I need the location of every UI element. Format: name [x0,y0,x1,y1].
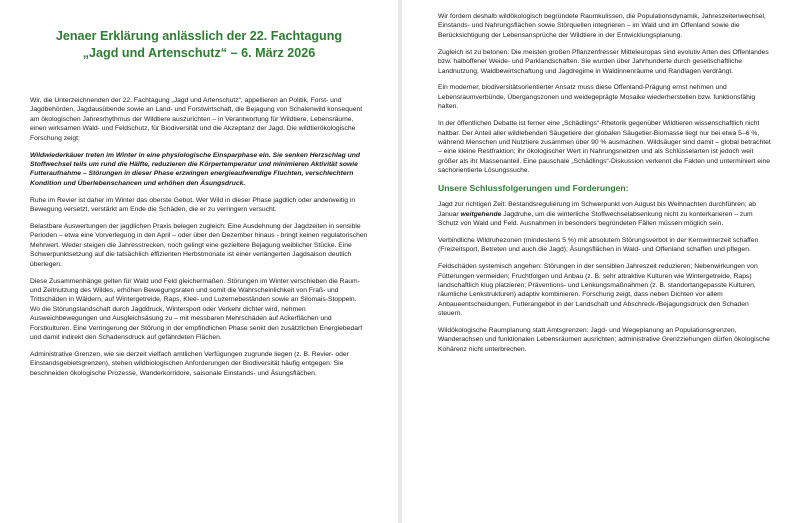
hunting-time-emphasis: weitgehende [460,210,502,218]
paragraph-emphasis: Wildwiederkäuer treten im Winter in eine physiologische Einsparphase ein. Sie senken Herzschlag und Stoffwechsel teils um rund die Hälfte, reduzieren die Körpertemperatur und minimieren Aktivität sowie Futteraufnahme – Störungen in dieser Phase erzwingen energieaufwendige Fluchten, verschlechtern Kondition und Überlebenschancen und erhöhen den Äsungsdruck. [30,151,360,187]
paragraph-forest-field: Diese Zusammenhänge gelten für Wald und Feld gleichermaßen. Störungen im Winter verschieben die Raum- und Zeitnutzung des Wildes, erhöhen Bewegungsraten und somit die Wahrscheinlichkeit von Fraß- und Trittschäden in Wäldern, auf Wintergetreide, Raps, Klee- und Luzernebeständen sowie an Silomais-Stoppeln. Wo die Störungslandschaft durch Jagddruck, Wintersport oder Verkehr dichter wird, nehmen Ausweichbewegungen und Ausgleichsäsung zu – mit messbaren Mehrschäden auf Ackerflächen und Forstkulturen. Eine Verringerung der Störung in der empfindlichen Phase senkt den zusätzlichen Energiebedarf und damit indirekt den Schadensdruck auf gefährdeten Flächen. [30,277,363,341]
title-line-2: „Jagd und Artenschutz“ – 6. März 2026 [82,46,316,60]
paragraph-open-land-species: Zugleich ist zu betonen: Die meisten großen Pflanzenfresser Mitteleuropas sind evolutiv Arten des Offenlandes bzw. halboffener Weide- und Parklandschaften. Sie wurden über Jahrhunderte durch gesellschaftliche Landnutzung, Waldbewirtschaftung und Jagdregime in Waldinnenräume und Randlagen verdrängt. [438,48,769,75]
paragraph-quiet-zones: Verbindliche Wildruhezonen (mindestens 5 %) mit absolutem Störungsverbot in der Kernwinterzeit schaffen (Freizeitsport, Betreten und auch die Jagd); Äsungsflächen in Wald- und Offenland schaffen und pflegen. [438,236,759,254]
paragraph-winter-rest: Ruhe im Revier ist daher im Winter das oberste Gebot. Wer Wild in dieser Phase jagdlich oder anderweitig in Bewegung versetzt, verstärkt am Ende die Schäden, die er zu verringern versucht. [30,196,356,214]
paragraph-admin-borders: Administrative Grenzen, wie sie derzeit vielfach amtlichen Verfügungen zugrunde liegen (z. B. Revier- oder Einstandsgebietsgrenzen), stehen wildbiologischen Anforderungen der Biodiversität häufig entgegen. Sie beschneiden ökologische Prozesse, Wanderkorridore, saisonale Einstands- und Äsungsflächen. [30,350,349,377]
paragraph-spatial-planning: Wir fordern deshalb wildökologisch begründete Raumkulissen, die Populationsdynamik, Jahreszeitenwechsel, Einstands- und Nahrungsflächen sowie Störquellen integrieren – im Wald und im Offenland sowie die Berücksichtigung der Lebensansprüche der Wildtiere in der Entwicklungsplanung. [438,13,766,39]
paragraph-ecological-planning: Wildökologische Raumplanung statt Amtsgrenzen: Jagd- und Wegeplanung an Populationsgrenzen, Wanderachsen und funktionalen Lebensräumen ausrichten; administrative Grenzziehungen dürfen ökologische Kohärenz nicht unterbrechen. [438,327,770,353]
paragraph-field-damage: Feldschäden systemisch angehen: Störungen in der sensiblen Jahreszeit reduzieren; Nebenwirkungen von Fütterungen vermeiden; Fruchtfolgen und Anbau (z. B. sehr attraktive Kulturen wie Wintergetreide, Raps) landschaftlich klug platzieren; Präventions- und Lenkungsmaßnahmen (z. B. standortangepasste Kulturen, räumliche Lenkstrukturen) adaptiv kombinieren. Forschung zeigt, dass neben Dichten vor allem Anbaueentscheidungen, Futterangebot in der Landschaft und Abschreck-/Bejagungsdruck den Schaden steuern. [438,263,758,318]
right-page [402,0,800,523]
page-title [30,28,368,62]
section-heading: Unsere Schlussfolgerungen und Forderungen: [438,183,629,194]
paragraph-pest-rhetoric: In der öffentlichen Debatte ist ferner eine „Schädlings“-Rhetorik gegenüber Wildtieren wissenschaftlich nicht haltbar. Der Anteil aller wildlebenden Säugetiere der globalen Säugetier-Biomasse liegt nur bei etwa 5–6 %, während Menschen und Nutztiere zusammen über 90 % ausmachen. Wildsäuger sind damit – global betrachtet – eine kleine Restfraktion; ihr ökologischer Wert in Nahrungsnetzen und als Schlüsselarten ist jedoch weit größer als ihr Massenanteil. Eine pauschale „Schädlings“-Diskussion verkennt die Fakten und unterminiert eine sachorientierte Lösungssuche. [438,120,771,175]
hunting-time-text-a: Jagd zur richtigen Zeit: Bestandsregulierung im Schwerpunkt von August bis Weihnachten durchführen; ab Januar [438,201,757,218]
paragraph-hunting-seasons: Belastbare Auswertungen der jagdlichen Praxis belegen zugleich: Eine Ausdehnung der Jagdzeiten in sensible Perioden – etwa eine Vorverlegung in den April – oder über den Dezember hinaus - bringt keinen regulatorischen Mehrwert. Weder steigen die Jahresstrecken, noch gelingt eine gezieltere Bejagung weiblicher Stücke. Eine Schwerpunktsetzung auf die tatsächlich effizienten Herbstmonate ist einer verlängerten Jagdsaison deutlich überlegen. [30,222,368,268]
paragraph-hunting-time [438,200,772,228]
paragraph-modern-approach: Ein moderner, biodiversitätsorientierter Ansatz muss diese Offenland-Prägung ernst nehmen und Lebensraumverbünde, Übergangszonen und weidegeprägte Mosaike wiederherstellen bzw. funktionsfähig halten. [438,84,756,111]
title-line-1: Jenaer Erklärung anlässlich der 22. Fachtagung [55,29,343,43]
paragraph-intro: Wir, die Unterzeichnenden der 22. Fachtagung „Jagd und Artenschutz“, appellieren an Politik, Forst- und Jagdbehörden, Jagdausübende sowie an Land- und Forstwirtschaft, die Bejagung von Schalenwild konsequent am ökologischen Jahresrhythmus der Wildtiere auszurichten – in Verantwortung für Wildtiere, Lebensräume, einen wirksamen Wald- und Feldschutz, für Biodiversität und die Akzeptanz der Jagd. Die wildtierökologische Forschung zeigt: [30,97,363,142]
hunting-time-text-c: Jagdruhe, um die winterliche Stoffwechselabsenkung nicht zu konterkarieren – zum Schutz von Wald und Feld. Ausnahmen in besonders begründeten Fällen müssen möglich sein. [438,210,753,227]
left-page [0,0,398,523]
